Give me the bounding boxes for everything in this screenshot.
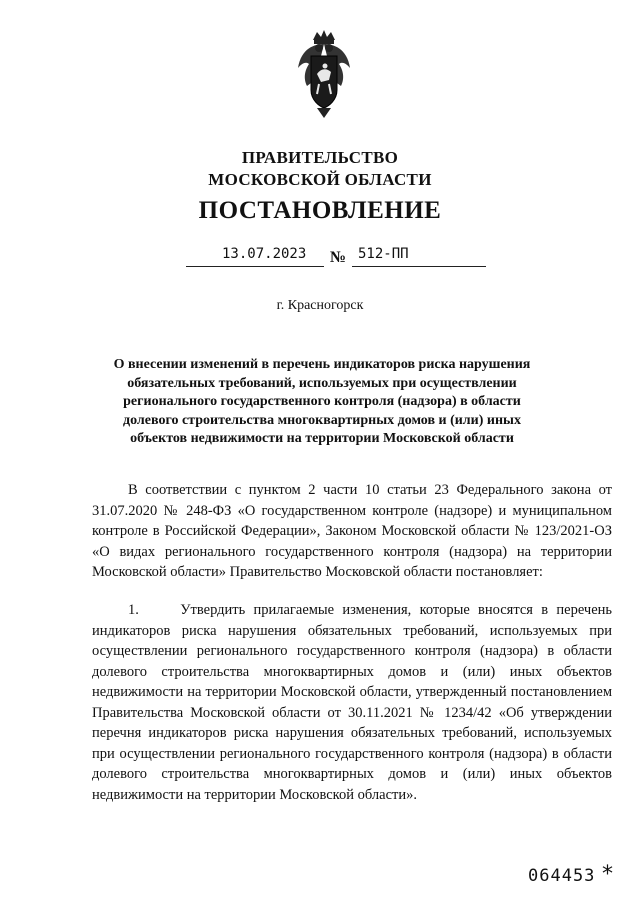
paragraph-item-1: 1. Утвердить прилагаемые изменения, которые вносятся в перечень индикаторов риска нарушения обязательных требований, используемых при осуществлении регионального государственного контроля (надзора) в области долевого строительства многоквартирных домов и (или) иных объектов недвижимости на территории Московской области, утвержденный постановлением Правительства Московской области от 30.11.2021 № 1234/42 «Об утверждении перечня индикаторов риска нарушения обязательных требований, используемых при осуществлении регионального государственного контроля (надзора) в области долевого строительства многоквартирных домов и (или) иных объектов недвижимости на территории Московской области». — [92, 602, 612, 803]
document-number: 512-ПП — [358, 246, 409, 262]
document-title: О внесении изменений в перечень индикаторов риска нарушения обязательных требований, используемых при осуществлении регионального государственного контроля (надзора) в области долевого строительства многоквартирных домов и (или) иных объектов недвижимости на территории Московской области — [113, 357, 531, 446]
document-type: ПОСТАНОВЛЕНИЕ — [198, 197, 442, 224]
document-city: г. Красногорск — [276, 298, 364, 313]
number-sign: № — [330, 249, 347, 266]
date-underline — [186, 266, 324, 267]
star-mark: * — [602, 862, 613, 887]
paragraph-preamble: В соответствии с пунктом 2 части 10 статьи 23 Федерального закона от 31.07.2020 № 248-ФЗ «О государственном контроле (надзоре) и муниципальном контроле в Российской Федерации», Законом Московской области № 123/2021-ОЗ «О видах регионального государственного контроля (надзора) на территории Московской области» Правительство Московской области постановляет: — [92, 482, 612, 580]
number-underline — [352, 266, 486, 267]
org-name-line2: МОСКОВСКОЙ ОБЛАСТИ — [208, 170, 432, 189]
document-date: 13.07.2023 — [222, 246, 307, 262]
serial-number: 064453 — [528, 866, 596, 886]
coat-of-arms-icon — [295, 28, 353, 120]
org-name-line1: ПРАВИТЕЛЬСТВО — [241, 148, 399, 167]
